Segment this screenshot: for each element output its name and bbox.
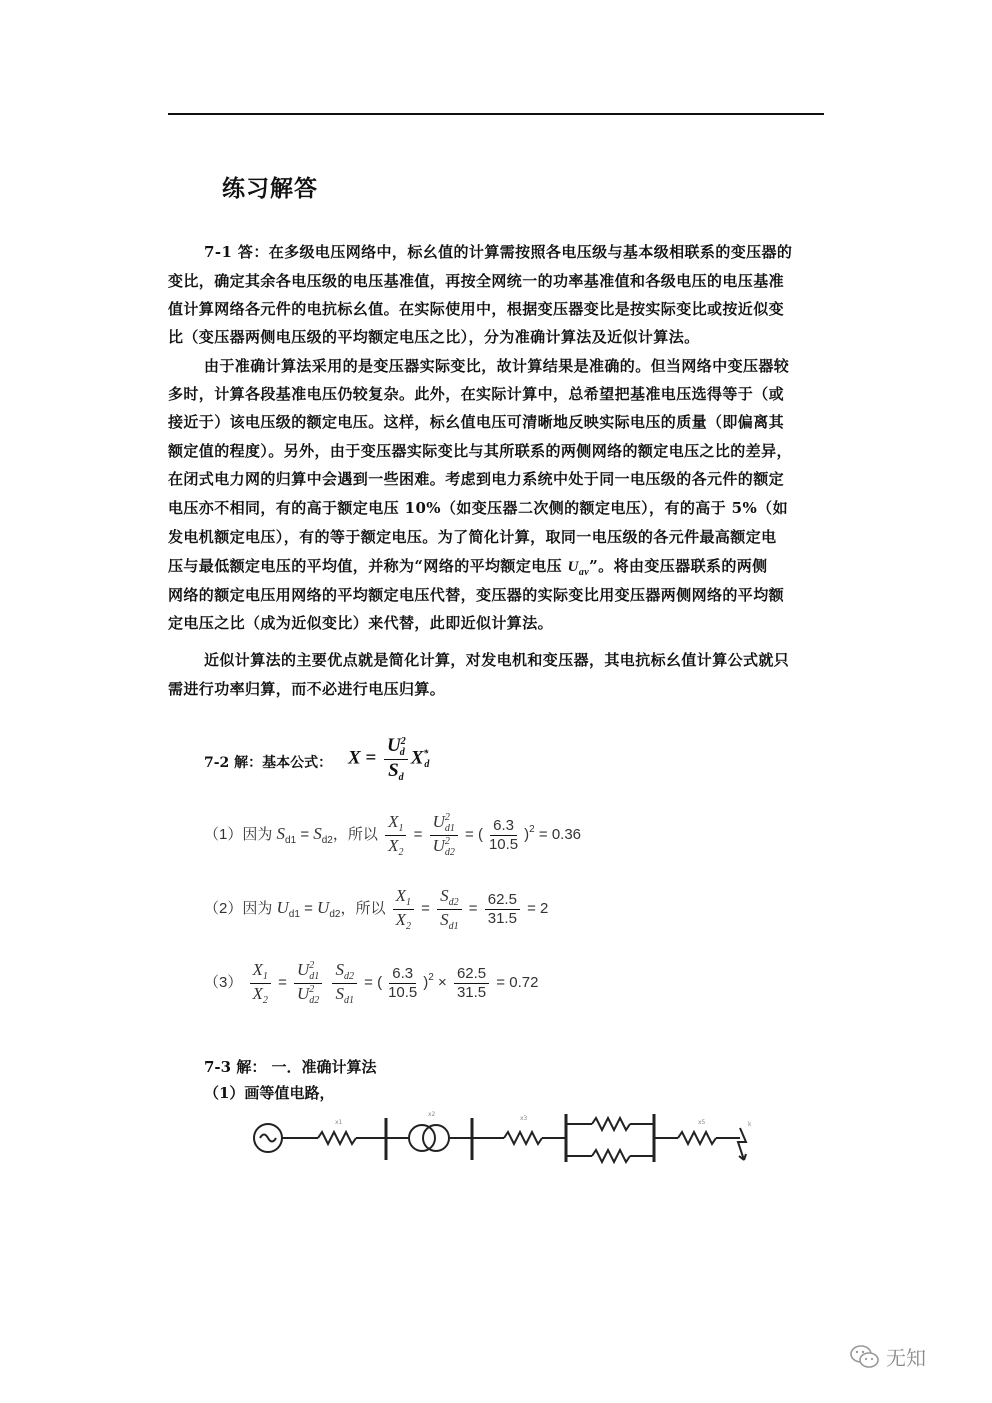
watermark (850, 1342, 926, 1371)
svg-text:x5: x5 (698, 1119, 706, 1126)
equivalent-circuit-diagram (240, 1104, 770, 1184)
text-line (168, 555, 768, 578)
text-line: 额定值的程度）。另外，由于变压器实际变比与其所联系的两侧网络的额定电压之比的差异， (168, 442, 792, 460)
text-line: 比（变压器两侧电压级的平均额定电压之比），分为准确计算法及近似计算法。 (168, 328, 700, 346)
wechat-icon (850, 1344, 880, 1370)
text-line: 发电机额定电压），有的等于额定电压。为了简化计算，取同一电压级的各元件最高额定电 (168, 528, 777, 546)
page-title: 练习解答 (222, 175, 318, 202)
text-line: 变比，确定其余各电压级的电压基准值，再按全网统一的功率基准值和各级电压的电压基准 (168, 272, 785, 290)
equation-2: （2）因为 $U_{d1} = U_{d2}$，所以 $\frac{X_1}{X_2}$ = $\frac{S_{d2}}{S_{d1}}$ = $\frac{62.5}{31.5}$ = 2 (204, 886, 549, 932)
text-line: 值计算网络各元件的电抗标幺值。在实际使用中，根据变压器变比是按实际变比或按近似变 (168, 300, 785, 318)
text-line: 在闭式电力网的归算中会遇到一些困难。考虑到电力系统中处于同一电压级的各元件的额定 (168, 470, 785, 488)
svg-text:k: k (748, 1121, 752, 1128)
reactance-2-icon (504, 1132, 542, 1144)
line-reactance-a-icon (592, 1118, 630, 1130)
svg-text:x1: x1 (335, 1119, 343, 1126)
line-reactance-b-icon (592, 1150, 630, 1162)
text-line: 定电压之比（成为近似变比）来代替，此即近似计算法。 (168, 614, 554, 632)
svg-text:x2: x2 (428, 1111, 436, 1118)
text-line: 需进行功率归算，而不必进行电压归算。 (168, 680, 446, 698)
reactance-3-icon (678, 1132, 716, 1144)
q72-label: 7-2 解：基本公式： (204, 755, 333, 771)
base-formula: X = $\frac{U^2_d}{S_d}$ $X^*_d$ (348, 735, 430, 783)
text-line: 由于准确计算法采用的是变压器实际变比，故计算结果是准确的。但当网络中变压器较 (204, 357, 790, 375)
header-rule (168, 113, 824, 115)
uav-symbol: $U_{av}$ (567, 559, 590, 578)
text-line: 近似计算法的主要优点就是简化计算，对发电机和变压器，其电抗标幺值计算公式就只 (204, 651, 790, 669)
text-line: 电压亦不相同，有的高于额定电压 10%（如变压器二次侧的额定电压），有的高于 5%（如 (168, 499, 788, 517)
text-span: 压与最低额定电压的平均值，并称为“网络的平均额定电压 (168, 557, 568, 575)
equation-1: （1）因为 $S_{d1} = S_{d2}$，所以 $\frac{X_1}{X_2}$ = $\frac{U^2_{d1}}{U^2_{d2}}$ = ( $\frac{6.3}{10.5}$ )$^2$ = 0.36 (204, 812, 582, 858)
q73-title: 7-3 解： 一．准确计算法 (204, 1058, 377, 1076)
equation-3: （3） $\frac{X_1}{X_2}$ = $\frac{U^2_{d1}}{U^2_{d2}}$ $\frac{S_{d2}}{S_{d1}}$ = ( $\frac{6.3}{10.5}$ )$^2$ × $\frac{62.5}{31.5}$ = 0.72 (204, 960, 539, 1006)
text-line: 网络的额定电压用网络的平均额定电压代替，变压器的实际变比用变压器两侧网络的平均额 (168, 586, 785, 604)
svg-text:x3: x3 (520, 1115, 528, 1122)
watermark-text: 无知 (886, 1346, 926, 1370)
text-span: ”。将由变压器联系的两侧 (589, 557, 768, 575)
text-line: 7-1 答：在多级电压网络中，标幺值的计算需按照各电压级与基本级相联系的变压器的 (204, 243, 793, 261)
reactance-1-icon (318, 1132, 356, 1144)
text-line: 多时，计算各段基准电压仍较复杂。此外，在实际计算中，总希望把基准电压选得等于（或 (168, 385, 785, 403)
q73-step1: （1）画等值电路， (204, 1084, 335, 1102)
text-line: 接近于）该电压级的额定电压。这样，标幺值电压可清晰地反映实际电压的质量（即偏离其 (168, 413, 785, 431)
